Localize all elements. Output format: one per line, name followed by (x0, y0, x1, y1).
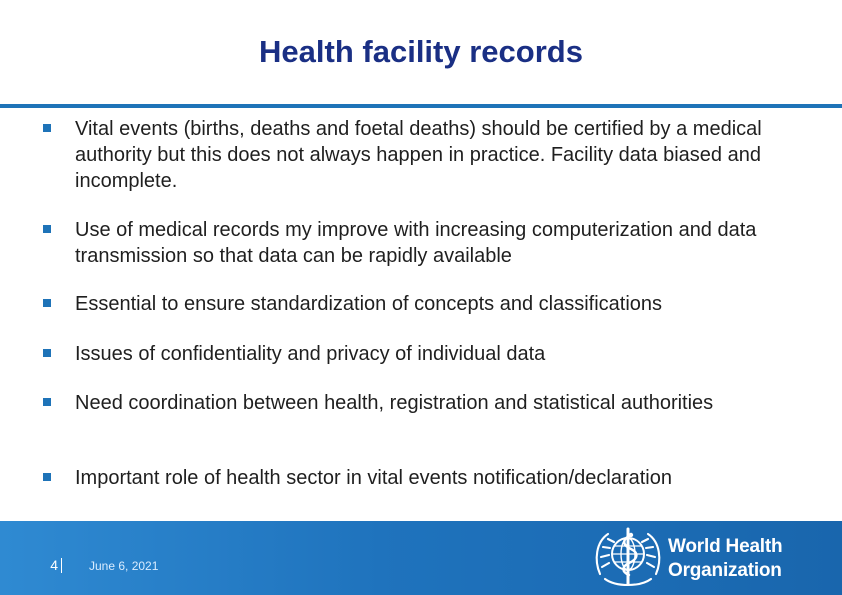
square-bullet-icon (43, 473, 51, 481)
square-bullet-icon (43, 349, 51, 357)
bullet-item (43, 341, 813, 367)
bullet-text: Need coordination between health, registration and statistical authorities (75, 392, 714, 414)
square-bullet-icon (43, 124, 51, 132)
bullet-text: Vital events (births, deaths and foetal deaths) should be certified by a medical authority but this does not always happen in practice. Facility data biased and incomplete. (75, 118, 762, 192)
square-bullet-icon (43, 299, 51, 307)
title-divider (0, 104, 842, 108)
footer-date: June 6, 2021 (89, 559, 159, 573)
bullet-text: Important role of health sector in vital events notification/declaration (75, 467, 672, 489)
page-number: 4 (50, 557, 58, 573)
who-logo-text (668, 535, 838, 583)
slide-title: Health facility records (259, 34, 583, 69)
bullet-text: Essential to ensure standardization of concepts and classifications (75, 293, 663, 315)
square-bullet-icon (43, 225, 51, 233)
page-divider (61, 558, 62, 573)
who-emblem-icon (591, 521, 665, 595)
square-bullet-icon (43, 398, 51, 406)
bullet-item (43, 465, 813, 491)
bullet-item (43, 116, 813, 194)
bullet-text: Use of medical records my improve with increasing computerization and data transmission so that data can be rapidly available (75, 219, 757, 267)
who-name-line1: World Health (668, 536, 783, 557)
bullet-item (43, 217, 813, 269)
bullet-item (43, 390, 813, 416)
who-name-line2: Organization (668, 560, 782, 581)
bullet-text: Issues of confidentiality and privacy of individual data (75, 343, 546, 365)
bullet-item (43, 291, 813, 317)
